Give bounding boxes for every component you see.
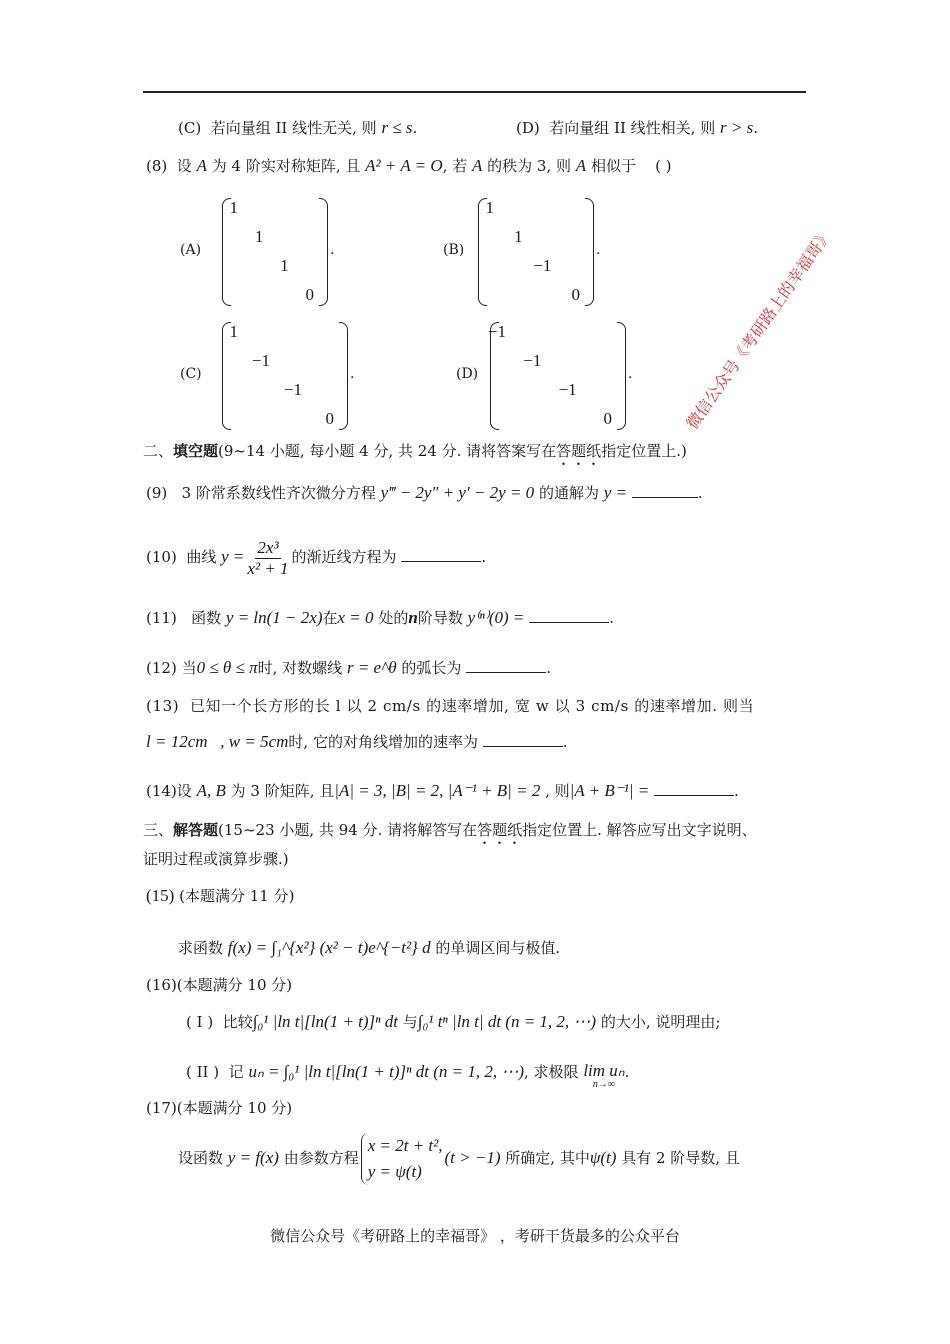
q16-part2 xyxy=(186,1062,629,1090)
section-title: 填空题 xyxy=(173,442,219,460)
math: uₙ = ∫₀¹ |ln t|[ln(1 + t)]ⁿ dt (n = 1, 2, ⋯) xyxy=(248,1062,524,1081)
text: , 求极限 xyxy=(523,1063,579,1081)
q15-body xyxy=(178,938,560,958)
option-math: r > s xyxy=(720,118,754,137)
matrix-entry: 0 xyxy=(603,409,612,428)
matrix-entry: −1 xyxy=(283,380,302,399)
section-3-heading xyxy=(143,820,757,848)
part-label: ( II ) xyxy=(186,1063,220,1081)
limit-subscript: n→∞ xyxy=(592,1079,615,1090)
text: 阶导数 xyxy=(417,609,463,627)
emphasis-text: 答题纸 xyxy=(556,442,602,460)
math: y⁽ⁿ⁾(0) = xyxy=(467,608,525,627)
q16-header xyxy=(146,975,292,995)
section-2-heading xyxy=(143,441,687,469)
text: 求函数 xyxy=(178,939,224,957)
watermark: 微信公众号《考研路上的幸福哥》 xyxy=(682,225,836,433)
text: 函数 xyxy=(191,609,222,627)
period: . xyxy=(562,733,568,751)
matrix-entry: −1 xyxy=(251,351,270,370)
numerator: 2x³ xyxy=(257,537,279,557)
matrix-entry: −1 xyxy=(558,380,577,399)
text: 处的 xyxy=(378,609,409,627)
math: (t > −1) xyxy=(444,1148,501,1167)
q7-option-d xyxy=(516,118,758,138)
text: 指定位置上. 解答应写出文字说明、 xyxy=(522,821,757,839)
matrix-entry: −1 xyxy=(533,256,552,275)
limit xyxy=(583,1062,624,1090)
q10 xyxy=(146,535,486,579)
matrix-option-d xyxy=(487,322,626,430)
score: (本题满分 10 分) xyxy=(176,976,293,994)
matrix-option-a xyxy=(222,198,328,306)
text: 时, 它的对角线增加的速率为 xyxy=(288,733,478,751)
matrix-entry: 0 xyxy=(305,285,314,304)
text: 的单调区间与极值. xyxy=(435,939,561,957)
text: 为 3 阶矩阵, 且 xyxy=(230,782,335,800)
math: lim uₙ xyxy=(583,1061,625,1080)
text: (9~14 小题, 每小题 4 分, 共 24 分. 请将答案写在 xyxy=(218,442,557,460)
q15-header xyxy=(146,886,294,906)
period: . xyxy=(350,366,355,382)
right-paren xyxy=(319,198,328,306)
text: 所确定, 其中 xyxy=(505,1149,590,1167)
math: A² + A = O xyxy=(365,156,443,175)
option-label: (B) xyxy=(443,242,465,258)
section-3-heading-line2 xyxy=(143,849,289,869)
answer-blank xyxy=(401,547,481,562)
question-number: (14) xyxy=(146,782,177,800)
footer: 微信公众号《考研路上的幸福哥》 ，考研干货最多的公众平台 xyxy=(270,1227,680,1245)
matrix-entry: 0 xyxy=(571,285,580,304)
period: . xyxy=(624,1063,630,1081)
math: x = 0 xyxy=(337,608,374,627)
answer-paren: ( ) xyxy=(655,157,672,175)
math: ψ(t) xyxy=(589,1148,617,1167)
text: 设函数 xyxy=(178,1149,224,1167)
period: . xyxy=(734,782,739,800)
matrix-entry: −1 xyxy=(523,351,542,370)
option-label: (A) xyxy=(180,242,202,258)
option-label: (D) xyxy=(456,366,479,382)
text: 具有 2 阶导数, 且 xyxy=(621,1149,740,1167)
question-number: (16) xyxy=(146,976,177,994)
fraction xyxy=(247,538,288,579)
period: . xyxy=(609,609,614,627)
period: . xyxy=(412,119,418,137)
text: 指定位置上.) xyxy=(601,442,687,460)
text: (15~23 小题, 共 94 分. 请将解答写在 xyxy=(218,821,478,839)
text: 与 xyxy=(402,1013,418,1031)
answer-blank xyxy=(466,658,546,673)
math: l = 12cm , w = 5cm xyxy=(146,732,289,751)
q7-option-c xyxy=(178,118,417,138)
matrix-entry: 0 xyxy=(325,409,334,428)
text: 曲线 xyxy=(186,548,217,566)
math: A xyxy=(196,156,207,175)
option-math: r ≤ s xyxy=(381,118,413,137)
period: . xyxy=(697,484,703,502)
period: . xyxy=(546,659,551,677)
math: y‴ − 2y″ + y′ − 2y = 0 xyxy=(380,483,535,502)
text: 记 xyxy=(228,1063,244,1081)
period: . xyxy=(330,242,335,258)
math: x = 2t + t², xyxy=(367,1136,443,1155)
period: . xyxy=(481,548,487,566)
text: 的大小, 说明理由; xyxy=(600,1013,721,1031)
q8-stem xyxy=(146,156,672,176)
right-paren xyxy=(339,322,348,430)
question-number: (10) xyxy=(146,548,177,566)
section-title: 解答题 xyxy=(173,821,219,839)
text: 设 xyxy=(176,782,192,800)
option-text: 若向量组 II 线性无关, 则 xyxy=(210,119,377,137)
text: 证明过程或演算步骤.) xyxy=(143,850,289,868)
text: 在 xyxy=(322,609,338,627)
q12 xyxy=(146,658,551,678)
q17-header xyxy=(146,1098,292,1118)
score: (本题满分 10 分) xyxy=(176,1099,293,1117)
math: y = xyxy=(603,483,628,502)
question-number: (13) xyxy=(146,697,180,715)
question-number: (9) xyxy=(146,484,168,502)
matrix-entry: 1 xyxy=(280,256,289,275)
math: |A + B⁻¹| = xyxy=(569,781,650,800)
math: f(x) = ∫₁^{x²} (x² − t)e^{−t²} d xyxy=(227,938,431,957)
right-paren xyxy=(585,198,594,306)
answer-blank xyxy=(632,483,698,498)
math: y = ln(1 − 2x) xyxy=(225,608,323,627)
question-number: (8) xyxy=(146,157,168,175)
text: 当 xyxy=(181,659,197,677)
matrix-entry: 1 xyxy=(485,198,494,217)
section-number: 二、 xyxy=(143,442,174,460)
text: 已知一个长方形的长 l 以 2 cm/s 的速率增加, 宽 w 以 3 cm/s 的速率增加. 则当 xyxy=(189,697,755,715)
header-rule xyxy=(143,91,806,93)
math: A xyxy=(575,156,587,175)
math: y = xyxy=(221,547,245,566)
text: 3 阶常系数线性齐次微分方程 xyxy=(181,484,376,502)
q16-part1 xyxy=(186,1012,720,1032)
text: 的弧长为 xyxy=(401,659,462,677)
q17-body xyxy=(178,1130,740,1186)
matrix-entry: −1 xyxy=(487,322,506,341)
q11 xyxy=(146,608,614,628)
answer-blank xyxy=(529,608,609,623)
math: ∫₀¹ tⁿ |ln t| dt (n = 1, 2, ⋯) xyxy=(417,1012,597,1031)
answer-blank xyxy=(654,781,734,796)
matrix-entry: 1 xyxy=(254,227,264,246)
emphasis-text: 答题纸 xyxy=(477,821,523,839)
option-label: (C) xyxy=(180,366,202,382)
math: y = ψ(t) xyxy=(367,1162,422,1181)
text: 比较 xyxy=(222,1013,253,1031)
period: . xyxy=(753,119,758,137)
math: A xyxy=(471,156,483,175)
math: A, B xyxy=(196,781,226,800)
question-number: (11) xyxy=(146,609,177,627)
matrix-entry: 1 xyxy=(514,227,523,246)
text: 设 xyxy=(176,157,192,175)
text: 的渐近线方程为 xyxy=(291,548,397,566)
text: 的通解为 xyxy=(538,484,599,502)
text: 相似于 xyxy=(590,157,636,175)
q14 xyxy=(146,781,739,801)
matrix-option-b xyxy=(478,198,594,306)
text: 为 4 阶实对称矩阵, 且 xyxy=(211,157,361,175)
text: , 则 xyxy=(545,782,570,800)
equation-system xyxy=(361,1133,443,1185)
text: 由参数方程 xyxy=(283,1149,359,1167)
section-number: 三、 xyxy=(143,821,174,839)
math: ∫₀¹ |ln t|[ln(1 + t)]ⁿ dt xyxy=(252,1012,398,1031)
part-label: ( I ) xyxy=(186,1013,214,1031)
q13-line2 xyxy=(146,732,568,752)
text: , 若 xyxy=(442,157,468,175)
math: 0 ≤ θ ≤ π xyxy=(196,658,258,677)
question-number: (17) xyxy=(146,1099,177,1117)
option-label: (D) xyxy=(516,119,540,137)
score: (本题满分 11 分) xyxy=(179,887,295,905)
q9 xyxy=(146,483,703,503)
math: n xyxy=(408,608,418,627)
math: r = e^θ xyxy=(346,658,397,677)
matrix-option-c xyxy=(222,322,348,430)
option-text: 若向量组 II 线性相关, 则 xyxy=(549,119,716,137)
question-number: (12) xyxy=(146,659,177,677)
answer-blank xyxy=(483,732,563,747)
math: y = f(x) xyxy=(227,1148,279,1167)
question-number: (15) xyxy=(146,886,175,905)
option-label: (C) xyxy=(178,119,202,137)
text: 时, 对数螺线 xyxy=(257,659,343,677)
math: |A| = 3, |B| = 2, |A⁻¹ + B| = 2 xyxy=(334,781,541,800)
period: . xyxy=(596,242,601,258)
matrix-entry: 1 xyxy=(229,322,238,341)
denominator: x² + 1 xyxy=(247,558,289,578)
q13-line1 xyxy=(146,696,754,716)
matrix-entry: 1 xyxy=(229,198,238,217)
right-paren xyxy=(617,322,626,430)
period: . xyxy=(628,366,633,382)
text: 的秩为 3, 则 xyxy=(487,157,572,175)
